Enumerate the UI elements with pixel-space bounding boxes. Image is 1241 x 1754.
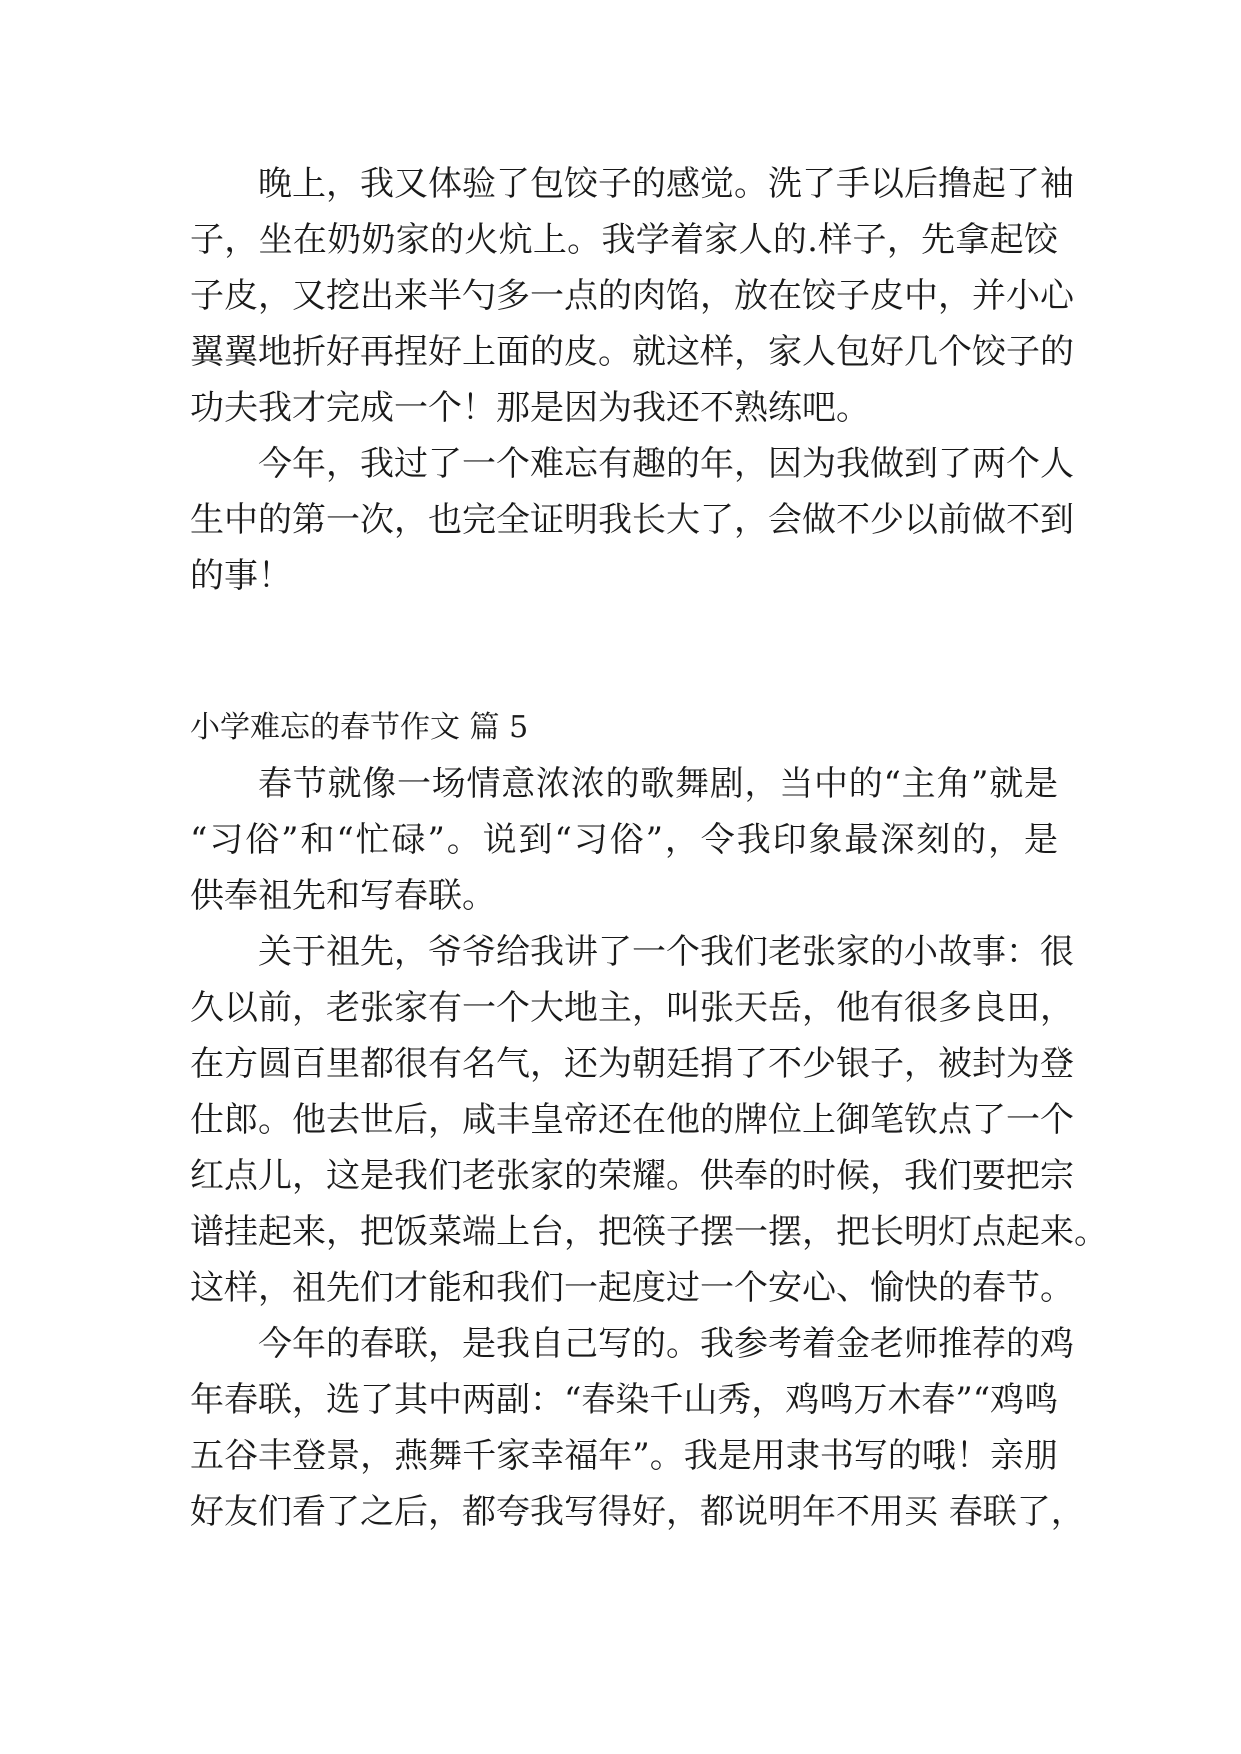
text-line: 供奉祖先和写春联。 xyxy=(190,876,496,916)
text-line: 年春联，选了其中两副：“春染千山秀，鸡鸣万木春”“鸡鸣 xyxy=(190,1380,1059,1420)
text-line: 的事！ xyxy=(190,556,292,596)
paragraph xyxy=(190,436,1074,604)
text-line: 这样，祖先们才能和我们一起度过一个安心、愉快的春节。 xyxy=(190,1268,1074,1308)
paragraph xyxy=(190,924,1108,1316)
text-line: 春节就像一场情意浓浓的歌舞剧，当中的“主角”就是 xyxy=(258,764,1058,804)
text-line: 子皮，又挖出来半勺多一点的肉馅，放在饺子皮中，并小心 xyxy=(190,276,1074,316)
text-line: 在方圆百里都很有名气，还为朝廷捐了不少银子，被封为登 xyxy=(190,1044,1074,1084)
text-line: 好友们看了之后，都夸我写得好，都说明年不用买 春联了， xyxy=(190,1492,1085,1532)
text-line: “习俗”和“忙碌”。说到“习俗”，令我印象最深刻的，是 xyxy=(190,820,1058,860)
text-line: 今年，我过了一个难忘有趣的年，因为我做到了两个人 xyxy=(258,444,1074,484)
section-spacer xyxy=(190,604,1058,700)
text-line: 子，坐在奶奶家的火炕上。我学着家人的.样子，先拿起饺 xyxy=(190,220,1058,260)
text-line: 生中的第一次，也完全证明我长大了，会做不少以前做不到 xyxy=(190,500,1074,540)
text-line: 关于祖先，爷爷给我讲了一个我们老张家的小故事：很 xyxy=(258,932,1074,972)
text-line: 功夫我才完成一个！那是因为我还不熟练吧。 xyxy=(190,388,870,428)
text-line: 久以前，老张家有一个大地主，叫张天岳，他有很多良田， xyxy=(190,988,1074,1028)
text-line: 五谷丰登景，燕舞千家幸福年”。我是用隶书写的哦！亲朋 xyxy=(190,1436,1058,1476)
section-heading: 小学难忘的春节作文 篇 5 xyxy=(190,710,529,745)
paragraph xyxy=(190,756,1058,924)
text-line: 翼翼地折好再捏好上面的皮。就这样，家人包好几个饺子的 xyxy=(190,332,1074,372)
text-line: 红点儿，这是我们老张家的荣耀。供奉的时候，我们要把宗 xyxy=(190,1156,1074,1196)
text-line: 今年的春联，是我自己写的。我参考着金老师推荐的鸡 xyxy=(258,1324,1074,1364)
text-line: 仕郎。他去世后，咸丰皇帝还在他的牌位上御笔钦点了一个 xyxy=(190,1100,1074,1140)
paragraph xyxy=(190,156,1074,436)
paragraph xyxy=(190,1316,1085,1540)
text-line: 晚上，我又体验了包饺子的感觉。洗了手以后撸起了袖 xyxy=(258,164,1074,204)
document-page xyxy=(190,156,1108,1540)
text-line: 谱挂起来，把饭菜端上台，把筷子摆一摆，把长明灯点起来。 xyxy=(190,1212,1108,1252)
